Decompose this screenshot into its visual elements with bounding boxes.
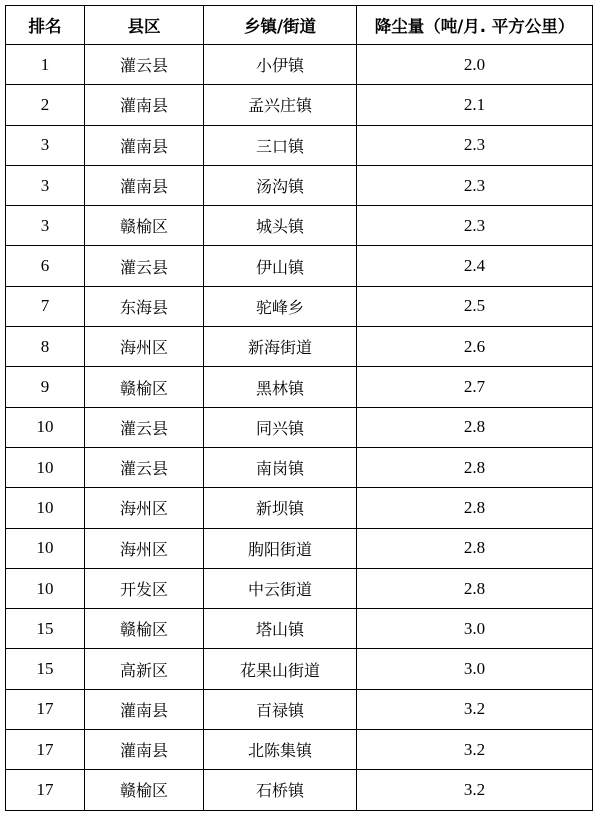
- county-cell: 灌云县: [85, 447, 204, 487]
- dust-cell: 2.5: [357, 286, 593, 326]
- town-cell: 新坝镇: [204, 488, 357, 528]
- dust-cell: 3.2: [357, 689, 593, 729]
- document-page: [5, 5, 593, 811]
- town-cell: 黑林镇: [204, 367, 357, 407]
- table-row: [6, 367, 593, 407]
- rank-cell: 10: [6, 447, 85, 487]
- county-cell: 灌南县: [85, 689, 204, 729]
- town-cell: 汤沟镇: [204, 165, 357, 205]
- rank-cell: 10: [6, 488, 85, 528]
- county-cell: 赣榆区: [85, 367, 204, 407]
- table-row: [6, 286, 593, 326]
- county-cell: 赣榆区: [85, 609, 204, 649]
- town-cell: 城头镇: [204, 206, 357, 246]
- rank-cell: 3: [6, 125, 85, 165]
- header-dust: 降尘量（吨/月. 平方公里）: [357, 6, 593, 45]
- county-cell: 海州区: [85, 528, 204, 568]
- county-cell: 灌南县: [85, 730, 204, 770]
- county-cell: 开发区: [85, 568, 204, 608]
- town-cell: 百禄镇: [204, 689, 357, 729]
- table-row: [6, 246, 593, 286]
- table-row: [6, 609, 593, 649]
- dust-cell: 2.8: [357, 407, 593, 447]
- table-row: [6, 165, 593, 205]
- dust-cell: 2.0: [357, 45, 593, 85]
- town-cell: 石桥镇: [204, 770, 357, 810]
- county-cell: 赣榆区: [85, 206, 204, 246]
- rank-cell: 8: [6, 327, 85, 367]
- dust-cell: 3.2: [357, 770, 593, 810]
- town-cell: 花果山街道: [204, 649, 357, 689]
- town-cell: 中云街道: [204, 568, 357, 608]
- header-rank: 排名: [6, 6, 85, 45]
- rank-cell: 2: [6, 85, 85, 125]
- town-cell: 新海街道: [204, 327, 357, 367]
- rank-cell: 6: [6, 246, 85, 286]
- rank-cell: 17: [6, 730, 85, 770]
- town-cell: 同兴镇: [204, 407, 357, 447]
- dust-cell: 3.0: [357, 649, 593, 689]
- dust-cell: 3.0: [357, 609, 593, 649]
- rank-cell: 3: [6, 165, 85, 205]
- county-cell: 海州区: [85, 488, 204, 528]
- county-cell: 海州区: [85, 327, 204, 367]
- county-cell: 灌云县: [85, 407, 204, 447]
- table-row: [6, 45, 593, 85]
- table-row: [6, 206, 593, 246]
- header-town: 乡镇/街道: [204, 6, 357, 45]
- town-cell: 塔山镇: [204, 609, 357, 649]
- rank-cell: 10: [6, 528, 85, 568]
- rank-cell: 15: [6, 649, 85, 689]
- table-row: [6, 649, 593, 689]
- dust-cell: 2.8: [357, 568, 593, 608]
- dust-cell: 3.2: [357, 730, 593, 770]
- rank-cell: 17: [6, 770, 85, 810]
- dust-cell: 2.3: [357, 165, 593, 205]
- county-cell: 赣榆区: [85, 770, 204, 810]
- county-cell: 灌南县: [85, 125, 204, 165]
- dust-cell: 2.8: [357, 488, 593, 528]
- dust-cell: 2.4: [357, 246, 593, 286]
- county-cell: 灌南县: [85, 85, 204, 125]
- dust-cell: 2.1: [357, 85, 593, 125]
- dust-cell: 2.8: [357, 528, 593, 568]
- rank-cell: 17: [6, 689, 85, 729]
- rank-cell: 7: [6, 286, 85, 326]
- town-cell: 三口镇: [204, 125, 357, 165]
- town-cell: 驼峰乡: [204, 286, 357, 326]
- table-row: [6, 568, 593, 608]
- table-row: [6, 447, 593, 487]
- header-row: [6, 6, 593, 45]
- county-cell: 灌云县: [85, 45, 204, 85]
- dust-cell: 2.7: [357, 367, 593, 407]
- table-row: [6, 730, 593, 770]
- table-row: [6, 770, 593, 810]
- rank-cell: 1: [6, 45, 85, 85]
- town-cell: 朐阳街道: [204, 528, 357, 568]
- table-row: [6, 689, 593, 729]
- table-body: [6, 45, 593, 811]
- town-cell: 伊山镇: [204, 246, 357, 286]
- county-cell: 高新区: [85, 649, 204, 689]
- county-cell: 灌南县: [85, 165, 204, 205]
- table-row: [6, 407, 593, 447]
- header-county: 县区: [85, 6, 204, 45]
- dust-cell: 2.3: [357, 125, 593, 165]
- table-row: [6, 125, 593, 165]
- dust-cell: 2.3: [357, 206, 593, 246]
- dust-ranking-table: [5, 5, 593, 811]
- rank-cell: 3: [6, 206, 85, 246]
- table-row: [6, 327, 593, 367]
- dust-cell: 2.8: [357, 447, 593, 487]
- table-row: [6, 488, 593, 528]
- table-row: [6, 85, 593, 125]
- table-row: [6, 528, 593, 568]
- table-header: [6, 6, 593, 45]
- county-cell: 东海县: [85, 286, 204, 326]
- county-cell: 灌云县: [85, 246, 204, 286]
- town-cell: 南岗镇: [204, 447, 357, 487]
- town-cell: 北陈集镇: [204, 730, 357, 770]
- rank-cell: 15: [6, 609, 85, 649]
- rank-cell: 10: [6, 568, 85, 608]
- rank-cell: 10: [6, 407, 85, 447]
- town-cell: 孟兴庄镇: [204, 85, 357, 125]
- town-cell: 小伊镇: [204, 45, 357, 85]
- rank-cell: 9: [6, 367, 85, 407]
- dust-cell: 2.6: [357, 327, 593, 367]
